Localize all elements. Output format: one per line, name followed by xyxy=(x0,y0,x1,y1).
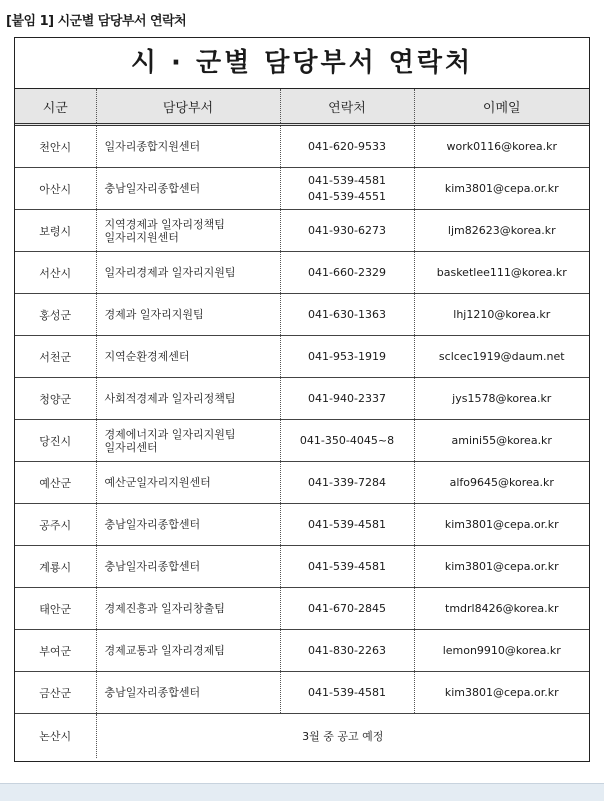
dept-cell: 충남일자리종합센터 xyxy=(96,672,280,714)
dept-cell: 경제교통과 일자리경제팀 xyxy=(96,630,280,672)
announcement-note: 3월 중 공고 예정 xyxy=(96,714,589,759)
phone-cell: 041-630-1363 xyxy=(280,294,414,336)
dept-cell: 충남일자리종합센터 xyxy=(96,546,280,588)
city-cell: 공주시 xyxy=(15,504,96,546)
attachment-label: [붙임 1] 시군별 담당부서 연락처 xyxy=(6,14,187,29)
dept-cell: 사회적경제과 일자리정책팀 xyxy=(96,378,280,420)
email-cell: basketlee111@korea.kr xyxy=(414,252,589,294)
email-cell: jys1578@korea.kr xyxy=(414,378,589,420)
email-cell: ljm82623@korea.kr xyxy=(414,210,589,252)
dept-cell: 지역순환경제센터 xyxy=(96,336,280,378)
table-row xyxy=(15,336,589,378)
dept-cell: 충남일자리종합센터 xyxy=(96,504,280,546)
dept-cell: 일자리종합지원센터 xyxy=(96,125,280,168)
table-row xyxy=(15,210,589,252)
dept-cell: 충남일자리종합센터 xyxy=(96,168,280,210)
dept-cell: 예산군일자리지원센터 xyxy=(96,462,280,504)
column-header-phone: 연락처 xyxy=(280,89,414,125)
header-row xyxy=(15,89,589,125)
window-bottom-strip xyxy=(0,783,604,801)
email-cell: kim3801@cepa.or.kr xyxy=(414,504,589,546)
city-cell: 태안군 xyxy=(15,588,96,630)
table-row xyxy=(15,546,589,588)
column-header-email: 이메일 xyxy=(414,89,589,125)
table-row xyxy=(15,168,589,210)
table-row-last xyxy=(15,714,589,759)
phone-cell: 041-350-4045~8 xyxy=(280,420,414,462)
phone-cell: 041-539-4581 041-539-4551 xyxy=(280,168,414,210)
phone-cell: 041-660-2329 xyxy=(280,252,414,294)
phone-cell: 041-620-9533 xyxy=(280,125,414,168)
phone-cell: 041-953-1919 xyxy=(280,336,414,378)
email-cell: sclcec1919@daum.net xyxy=(414,336,589,378)
email-cell: lhj1210@korea.kr xyxy=(414,294,589,336)
table-row xyxy=(15,630,589,672)
table-row xyxy=(15,378,589,420)
city-cell: 홍성군 xyxy=(15,294,96,336)
table-row xyxy=(15,294,589,336)
email-cell: amini55@korea.kr xyxy=(414,420,589,462)
email-cell: kim3801@cepa.or.kr xyxy=(414,168,589,210)
city-cell: 부여군 xyxy=(15,630,96,672)
contact-table xyxy=(15,89,589,758)
table-row xyxy=(15,588,589,630)
dept-cell: 경제에너지과 일자리지원팀 일자리센터 xyxy=(96,420,280,462)
city-cell: 아산시 xyxy=(15,168,96,210)
city-cell: 청양군 xyxy=(15,378,96,420)
email-cell: lemon9910@korea.kr xyxy=(414,630,589,672)
email-cell: tmdrl8426@korea.kr xyxy=(414,588,589,630)
table-row xyxy=(15,420,589,462)
table-row xyxy=(15,672,589,714)
city-cell: 논산시 xyxy=(39,730,72,743)
city-cell: 예산군 xyxy=(15,462,96,504)
phone-cell: 041-670-2845 xyxy=(280,588,414,630)
dept-cell: 경제진흥과 일자리창출팀 xyxy=(96,588,280,630)
dept-cell: 경제과 일자리지원팀 xyxy=(96,294,280,336)
table-row xyxy=(15,504,589,546)
phone-cell: 041-539-4581 xyxy=(280,672,414,714)
city-cell: 당진시 xyxy=(15,420,96,462)
table-row xyxy=(15,252,589,294)
dept-cell: 일자리경제과 일자리지원팀 xyxy=(96,252,280,294)
city-cell: 서천군 xyxy=(15,336,96,378)
city-cell: 금산군 xyxy=(15,672,96,714)
table-title: 시 · 군별 담당부서 연락처 xyxy=(15,38,589,89)
table-row xyxy=(15,125,589,168)
email-cell: work0116@korea.kr xyxy=(414,125,589,168)
dept-cell: 지역경제과 일자리정책팀 일자리지원센터 xyxy=(96,210,280,252)
email-cell: alfo9645@korea.kr xyxy=(414,462,589,504)
city-cell: 서산시 xyxy=(15,252,96,294)
email-cell: kim3801@cepa.or.kr xyxy=(414,546,589,588)
email-cell: kim3801@cepa.or.kr xyxy=(414,672,589,714)
column-header-dept: 담당부서 xyxy=(96,89,280,125)
city-cell: 천안시 xyxy=(15,125,96,168)
phone-cell: 041-830-2263 xyxy=(280,630,414,672)
city-cell: 보령시 xyxy=(15,210,96,252)
city-cell: 계룡시 xyxy=(15,546,96,588)
table-row xyxy=(15,462,589,504)
phone-cell: 041-539-4581 xyxy=(280,504,414,546)
contact-table-frame xyxy=(14,37,590,762)
phone-cell: 041-539-4581 xyxy=(280,546,414,588)
phone-cell: 041-930-6273 xyxy=(280,210,414,252)
phone-cell: 041-339-7284 xyxy=(280,462,414,504)
column-header-city: 시군 xyxy=(15,89,96,125)
phone-cell: 041-940-2337 xyxy=(280,378,414,420)
